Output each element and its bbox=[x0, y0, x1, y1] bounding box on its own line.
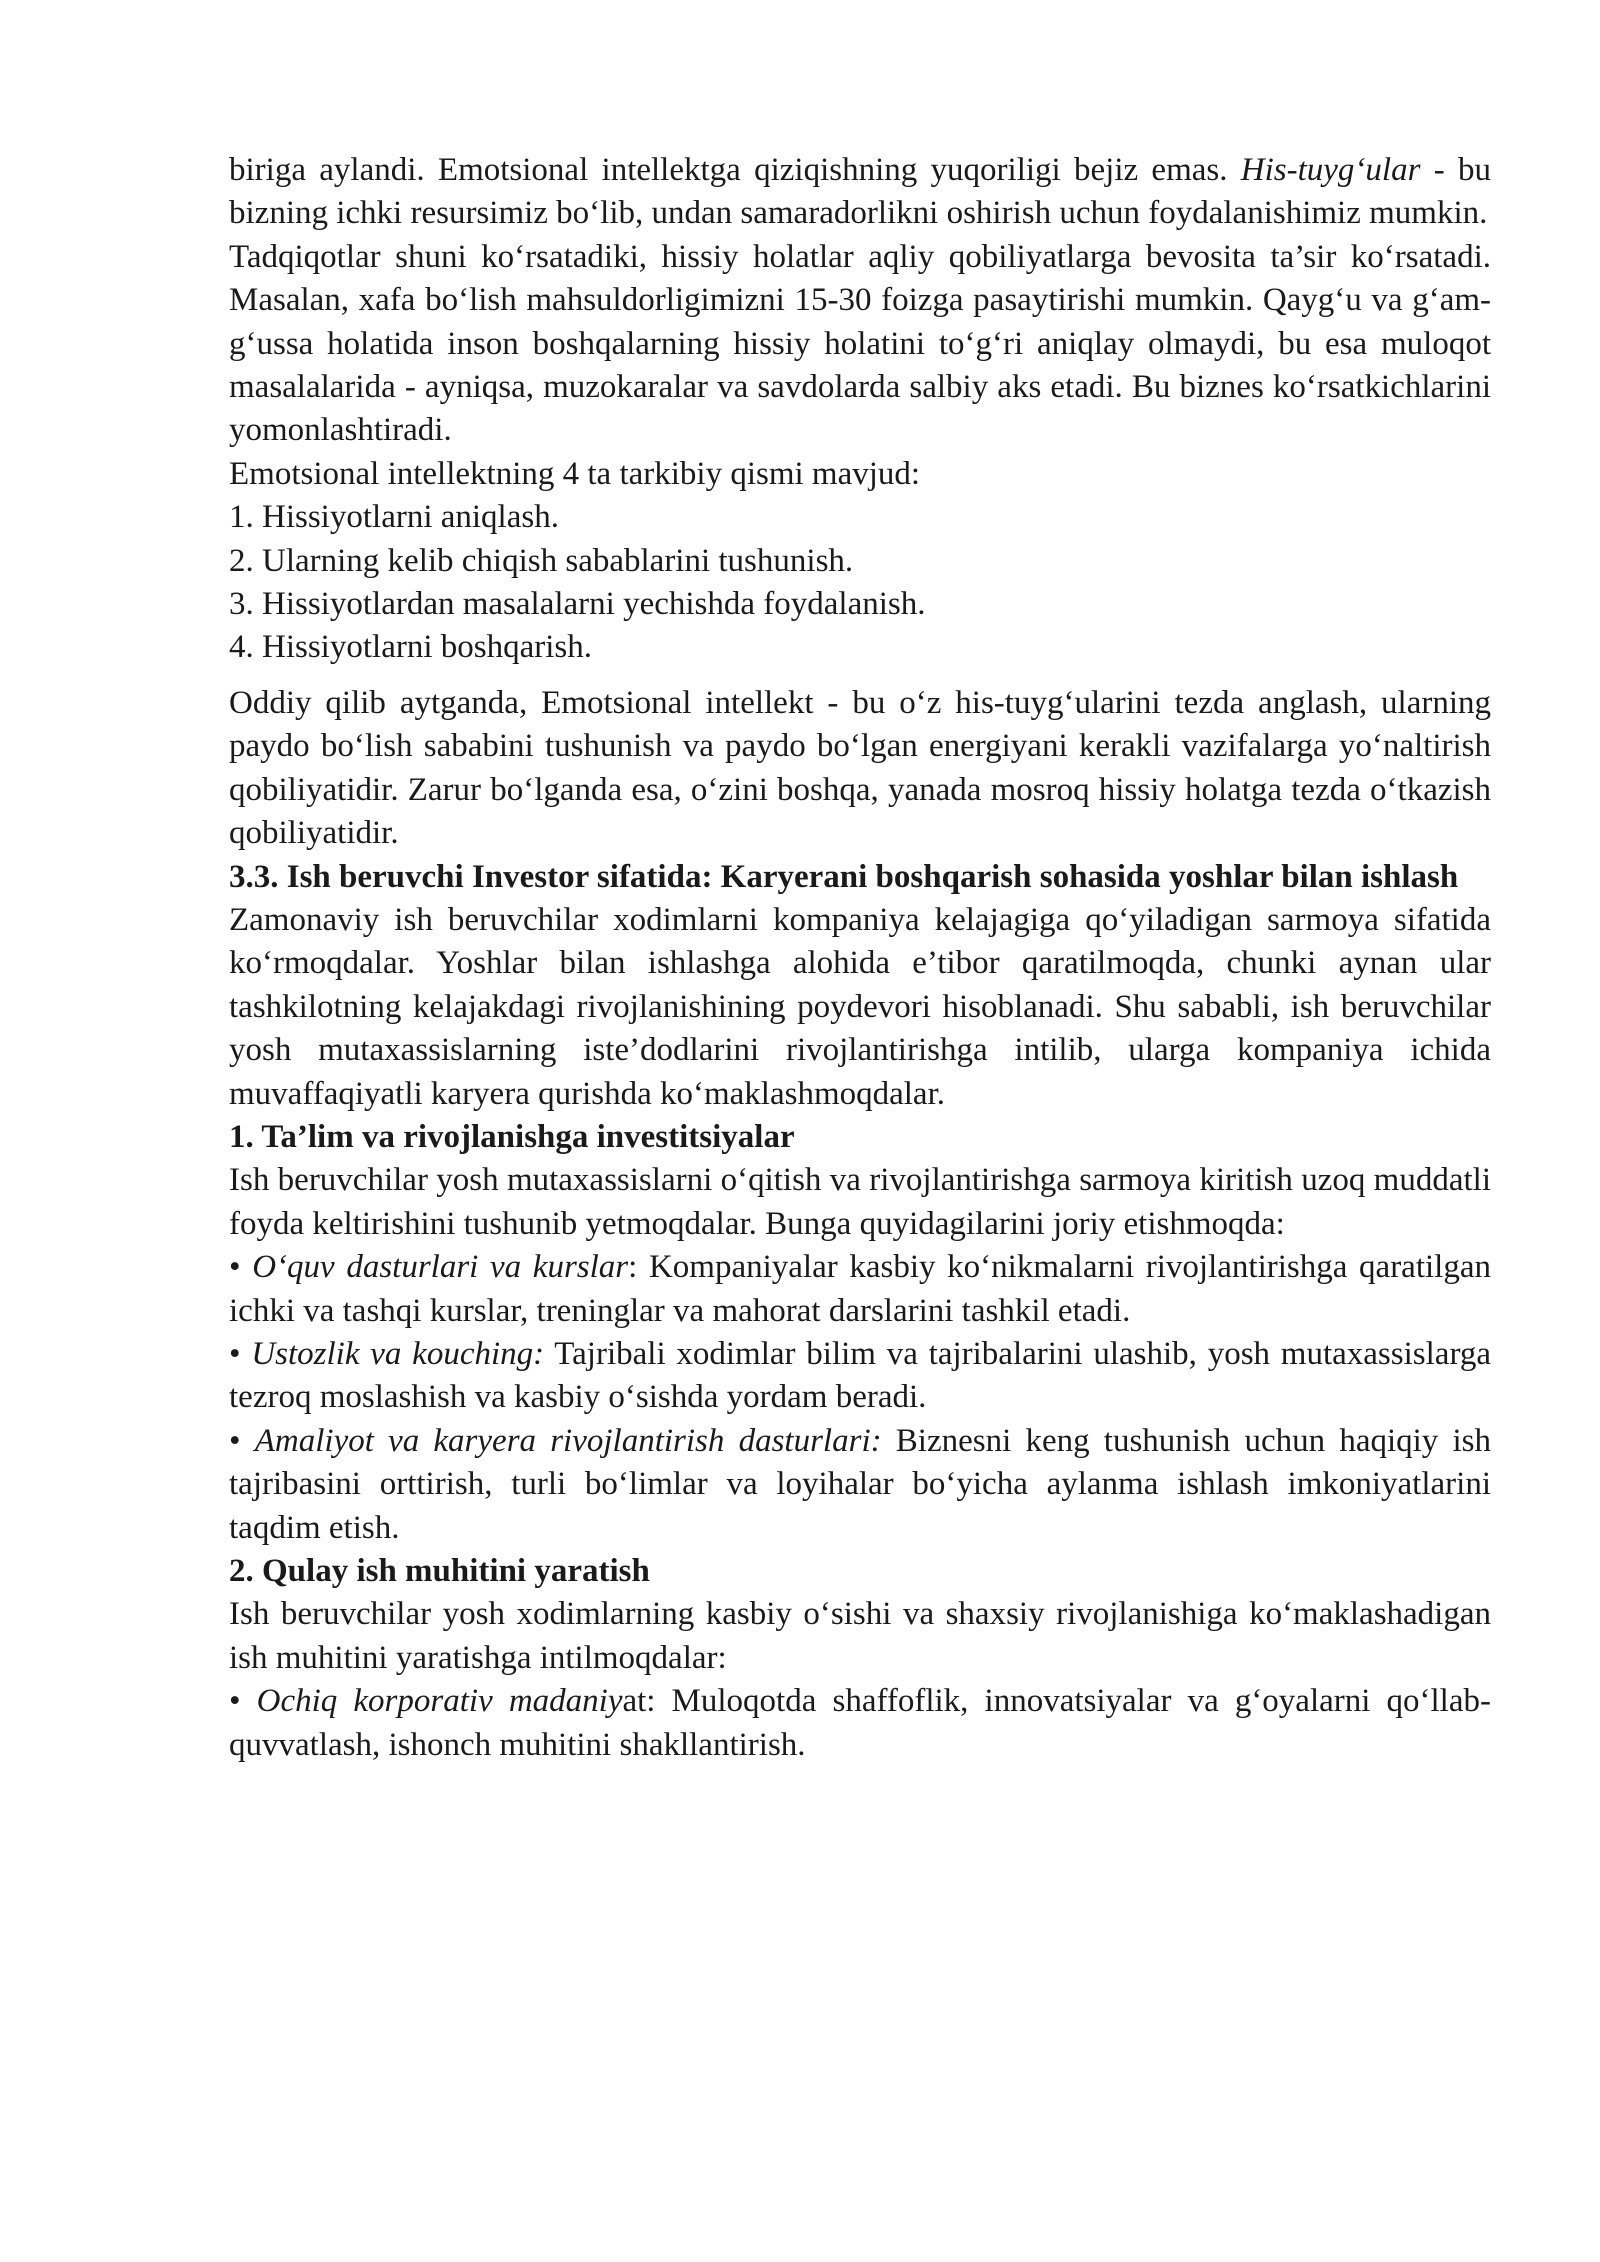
bullet-item bbox=[229, 1333, 1491, 1420]
list-item: 2. Ularning kelib chiqish sabablarini tushunish. bbox=[229, 542, 854, 579]
bullet-item bbox=[229, 1246, 1491, 1333]
subsection-heading-environment: 2. Qulay ish muhitini yaratish bbox=[229, 1553, 650, 1589]
bullet-mark: • bbox=[229, 1335, 252, 1372]
section-heading: 3.3. Ish beruvchi Investor sifatida: Karyerani boshqarish sohasida yoshlar bilan ishlash bbox=[229, 858, 1459, 895]
subsection-intro-environment: Ish beruvchilar yosh xodimlarning kasbiy o‘sishi va shaxsiy rivojlanishiga ko‘maklashadigan ish muhitini yaratishga intilmoqdalar: bbox=[229, 1596, 1491, 1676]
list-item: 3. Hissiyotlardan masalalarni yechishda foydalanish. bbox=[229, 586, 926, 623]
italic-term: O‘quv dasturlari va kurslar bbox=[252, 1249, 629, 1286]
subsection-heading-education: 1. Ta’lim va rivojlanishga investitsiyalar bbox=[229, 1118, 795, 1155]
italic-term: Ustozlik va kouching: bbox=[251, 1335, 545, 1372]
italic-term: Ochiq korporativ madaniy bbox=[256, 1683, 623, 1720]
bullet-text: Biznesni keng tushunish uchun haqiqiy ish tajribasini orttirish, turli bo‘limlar va loyihalar bo‘yicha aylanma ishlash imkoniyatlarini taqdim etish. bbox=[229, 1422, 1492, 1546]
bullet-mark: • bbox=[229, 1422, 255, 1459]
bullet-text: : Kompaniyalar kasbiy ko‘nikmalarni rivojlantirishga qaratilgan ichki va tashqi kurslar, treninglar va mahorat darslarini tashkil etadi. bbox=[229, 1249, 1491, 1329]
paragraph-research-findings: Tadqiqotlar shuni ko‘rsatadiki, hissiy holatlar aqliy qobiliyatlarga bevosita ta’sir ko‘rsatadi. Masalan, xafa bo‘lish mahsuldorligimizni 15-30 foizga pasaytirishi mumkin. Qayg‘u va g‘am-g‘ussa holatida inson boshqalarning hissiy holatini to‘g‘ri aniqlay olmaydi, bu esa muloqot masalalarida - ayniqsa, muzokaralar va savdolarda salbiy aks etadi. Bu biznes ko‘rsatkichlarini yomonlashtiradi. bbox=[229, 238, 1491, 449]
italic-term: His-tuyg‘ular bbox=[1240, 152, 1421, 188]
bullet-mark: • bbox=[229, 1683, 257, 1720]
bullet-mark: • bbox=[229, 1249, 253, 1286]
paragraph-emotional-intelligence-interest bbox=[229, 149, 1491, 236]
bullet-text: Tajribali xodimlar bilim va tajribalarini ulashib, yosh mutaxassislarga tezroq moslashish va kasbiy o‘sishda yordam beradi. bbox=[229, 1335, 1491, 1416]
italic-term: Amaliyot va karyera rivojlantirish dasturlari: bbox=[254, 1422, 882, 1459]
subsection-intro-education: Ish beruvchilar yosh mutaxassislarni o‘qitish va rivojlantirishga sarmoya kiritish uzoq muddatli foyda keltirishini tushunib yetmoqdalar. Bunga quyidagilarini joriy etishmoqda: bbox=[229, 1162, 1491, 1242]
paragraph-definition: Oddiy qilib aytganda, Emotsional intellekt - bu o‘z his-tuyg‘ularini tezda anglash, ularning paydo bo‘lish sababini tushunish va paydo bo‘lgan energiyani kerakli vazifalarga yo‘naltirish qobiliyatidir. Zarur bo‘lganda esa, o‘zini boshqa, yanada mosroq hissiy holatga tezda o‘tkazish qobiliyatidir. bbox=[229, 684, 1491, 852]
paragraph-text: biriga aylandi. Emotsional intellektga qiziqishning yuqoriligi bejiz emas. bbox=[229, 152, 1241, 188]
bullet-item bbox=[229, 1680, 1491, 1767]
list-intro: Emotsional intellektning 4 ta tarkibiy qismi mavjud: bbox=[229, 455, 921, 492]
document-page bbox=[229, 149, 1491, 1767]
paragraph-text: - bu bizning ichki resursimiz bo‘lib, undan samaradorlikni oshirish uchun foydalanishimiz mumkin. bbox=[229, 152, 1491, 232]
bullet-text: at: Muloqotda shaffoflik, innovatsiyalar va g‘oyalarni qo‘llab-quvvatlash, ishonch muhitini shakllantirish. bbox=[229, 1683, 1491, 1763]
bullet-item bbox=[229, 1420, 1491, 1550]
list-item: 1. Hissiyotlarni aniqlash. bbox=[229, 499, 559, 536]
list-item: 4. Hissiyotlarni boshqarish. bbox=[229, 629, 592, 666]
section-intro: Zamonaviy ish beruvchilar xodimlarni kompaniya kelajagiga qo‘yiladigan sarmoya sifatida ko‘rmoqdalar. Yoshlar bilan ishlashga alohida e’tibor qaratilmoqda, chunki aynan ular tashkilotning kelajakdagi rivojlanishining poydevori hisoblanadi. Shu sababli, ish beruvchilar yosh mutaxassislarning iste’dodlarini rivojlantirishga intilib, ularga kompaniya ichida muvaffaqiyatli karyera qurishda ko‘maklashmoqdalar. bbox=[229, 901, 1491, 1112]
